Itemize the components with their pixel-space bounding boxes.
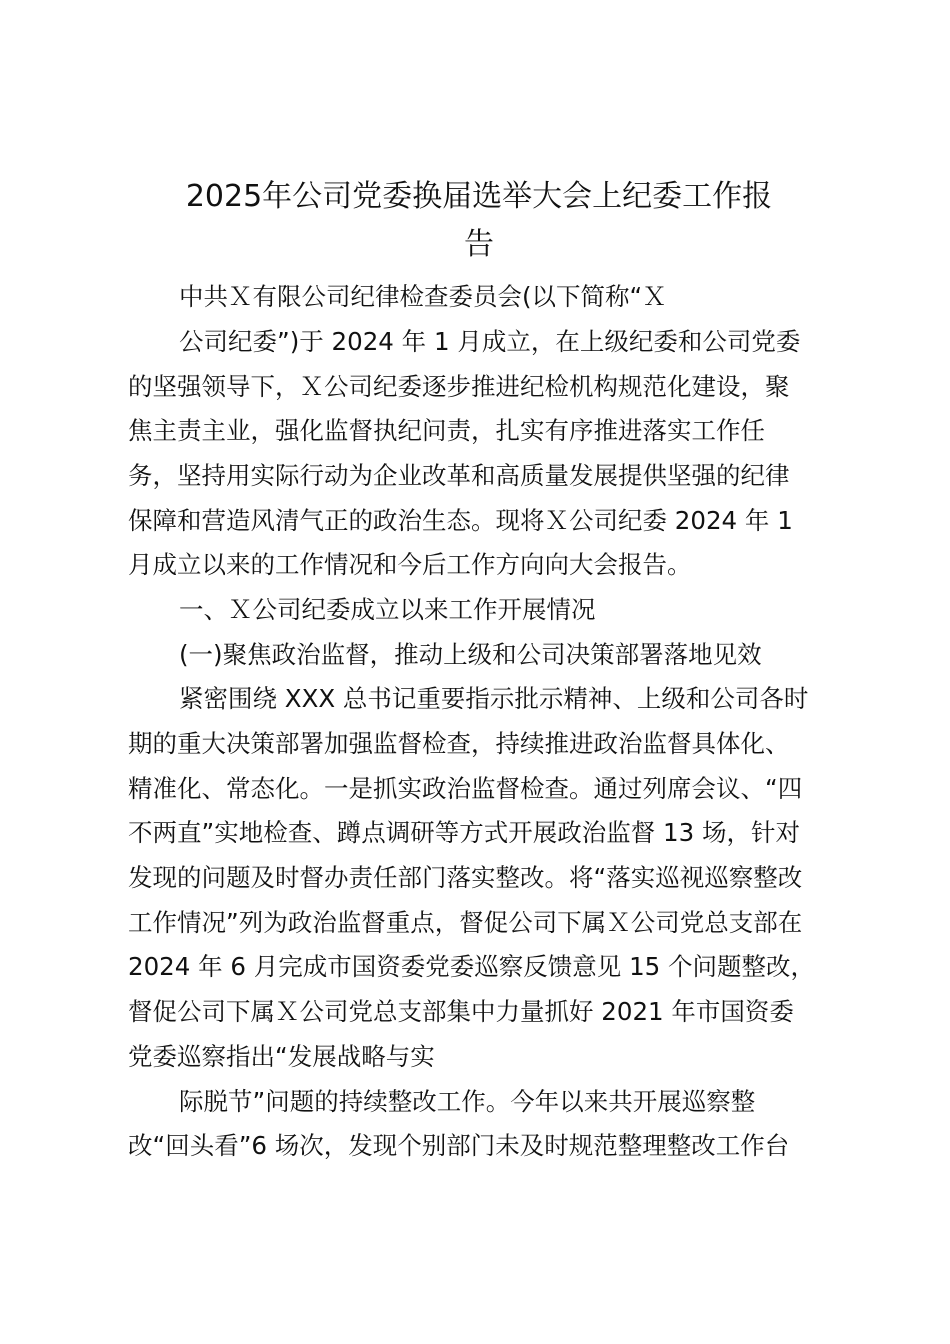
body-line-13: 工作情况”列为政治监督重点，督促公司下属Ｘ公司党总支部在 — [128, 908, 803, 937]
document-title-line-1: 2025年公司党委换届选举大会上纪委工作报 — [185, 179, 773, 214]
body-line-2: 公司纪委”)于 2024 年 1 月成立，在上级纪委和公司党委 — [179, 327, 801, 356]
document-title-line-2: 告 — [464, 227, 494, 262]
section-heading-1: 一、Ｘ公司纪委成立以来工作开展情况 — [179, 595, 596, 624]
body-line-15: 督促公司下属Ｘ公司党总支部集中力量抓好 2021 年市国资委 — [128, 997, 794, 1026]
body-line-16: 党委巡察指出“发展战略与实 — [128, 1042, 435, 1071]
body-line-3: 的坚强领导下，Ｘ公司纪委逐步推进纪检机构规范化建设，聚 — [128, 372, 790, 401]
body-line-8: 紧密围绕 XXX 总书记重要指示批示精神、上级和公司各时 — [179, 684, 809, 713]
subsection-heading-1: (一)聚焦政治监督，推动上级和公司决策部署落地见效 — [179, 640, 762, 669]
body-line-10: 精准化、常态化。一是抓实政治监督检查。通过列席会议、“四 — [128, 774, 803, 803]
body-line-17: 际脱节”问题的持续整改工作。今年以来共开展巡察整 — [179, 1087, 756, 1116]
body-line-4: 焦主责主业，强化监督执纪问责，扎实有序推进落实工作任 — [128, 416, 765, 445]
body-line-1: 中共Ｘ有限公司纪律检查委员会(以下简称“Ｘ — [179, 282, 667, 311]
body-line-18: 改“回头看”6 场次，发现个别部门未及时规范整理整改工作台 — [128, 1131, 790, 1160]
body-line-14: 2024 年 6 月完成市国资委党委巡察反馈意见 15 个问题整改， — [128, 952, 816, 981]
body-line-5: 务，坚持用实际行动为企业改革和高质量发展提供坚强的纪律 — [128, 461, 790, 490]
body-line-9: 期的重大决策部署加强监督检查，持续推进政治监督具体化、 — [128, 729, 790, 758]
body-line-7: 月成立以来的工作情况和今后工作方向向大会报告。 — [128, 550, 692, 579]
body-line-6: 保障和营造风清气正的政治生态。现将Ｘ公司纪委 2024 年 1 — [128, 506, 793, 535]
body-line-12: 发现的问题及时督办责任部门落实整改。将“落实巡视巡察整改 — [128, 863, 803, 892]
body-line-11: 不两直”实地检查、蹲点调研等方式开展政治监督 13 场，针对 — [128, 818, 800, 847]
